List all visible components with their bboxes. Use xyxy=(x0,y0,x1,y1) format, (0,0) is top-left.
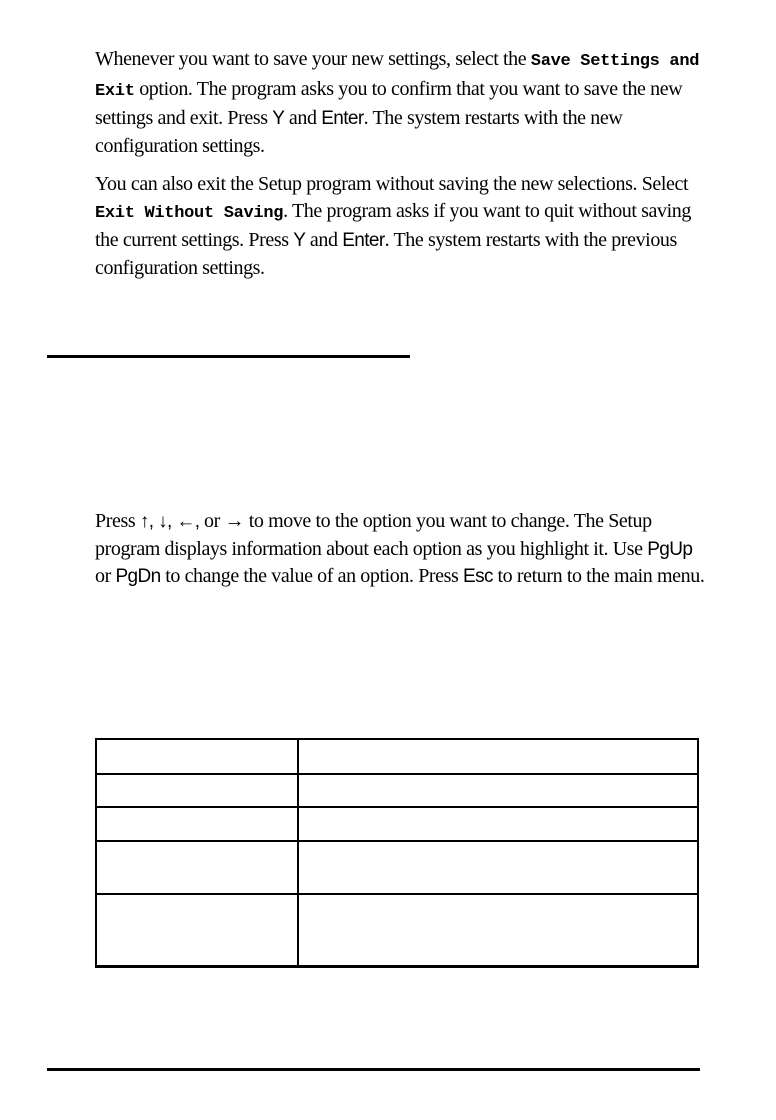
table-cell xyxy=(298,774,698,807)
paragraph-text: to move to the option you want to change. The Setup program displays information about each option as you highlight it. Use xyxy=(95,510,652,560)
table-row xyxy=(96,739,698,774)
paragraph-text: You can also exit the Setup program without saving the new selections. Select xyxy=(95,173,689,195)
paragraph-text: Press xyxy=(95,510,140,532)
table-cell xyxy=(96,739,298,774)
key-y: Y xyxy=(293,230,306,251)
exit-without-saving-paragraph xyxy=(95,171,707,281)
save-settings-option-name: Save Settings and Exit xyxy=(95,52,700,101)
key-pgdn: PgDn xyxy=(115,566,161,587)
paragraph-text: and xyxy=(284,107,322,129)
key-esc: Esc xyxy=(463,566,493,587)
table-row xyxy=(96,894,698,967)
table-row xyxy=(96,841,698,894)
key-enter: Enter xyxy=(342,230,385,251)
table-cell xyxy=(298,841,698,894)
paragraph-text: . The program asks if you want to quit without saving the current settings. Press xyxy=(95,199,691,251)
key-enter: Enter xyxy=(321,108,364,129)
paragraph-text: option. The program asks you to confirm that you want to save the new settings and exit. Press xyxy=(95,77,683,129)
table-cell xyxy=(298,739,698,774)
key-y: Y xyxy=(272,108,285,129)
table-cell xyxy=(96,774,298,807)
table-cell xyxy=(96,841,298,894)
table-cell xyxy=(298,894,698,967)
table-row xyxy=(96,807,698,841)
navigation-keys-paragraph xyxy=(95,508,707,591)
table-row xyxy=(96,774,698,807)
section-divider xyxy=(47,355,410,358)
save-settings-paragraph xyxy=(95,46,707,159)
paragraph-text: to change the value of an option. Press xyxy=(160,565,464,587)
paragraph-text: and xyxy=(305,229,343,251)
table-cell xyxy=(298,807,698,841)
paragraph-text: or xyxy=(95,565,116,587)
paragraph-text: Whenever you want to save your new settings, select the xyxy=(95,48,531,70)
arrow-right-key: → xyxy=(224,510,245,532)
paragraph-text: . The system restarts with the previous configuration settings. xyxy=(95,229,677,279)
table-cell xyxy=(96,807,298,841)
paragraph-text: or xyxy=(199,510,225,532)
exit-without-saving-option-name: Exit Without Saving xyxy=(95,203,284,223)
paragraph-text: . The system restarts with the new configuration settings. xyxy=(95,107,623,157)
table-cell xyxy=(96,894,298,967)
key-pgup: PgUp xyxy=(647,538,693,560)
footer-divider xyxy=(47,1068,700,1071)
paragraph-text: to return to the main menu. xyxy=(492,565,705,587)
arrow-keys: ↑, ↓, ←, xyxy=(139,511,200,532)
options-table xyxy=(95,738,699,968)
